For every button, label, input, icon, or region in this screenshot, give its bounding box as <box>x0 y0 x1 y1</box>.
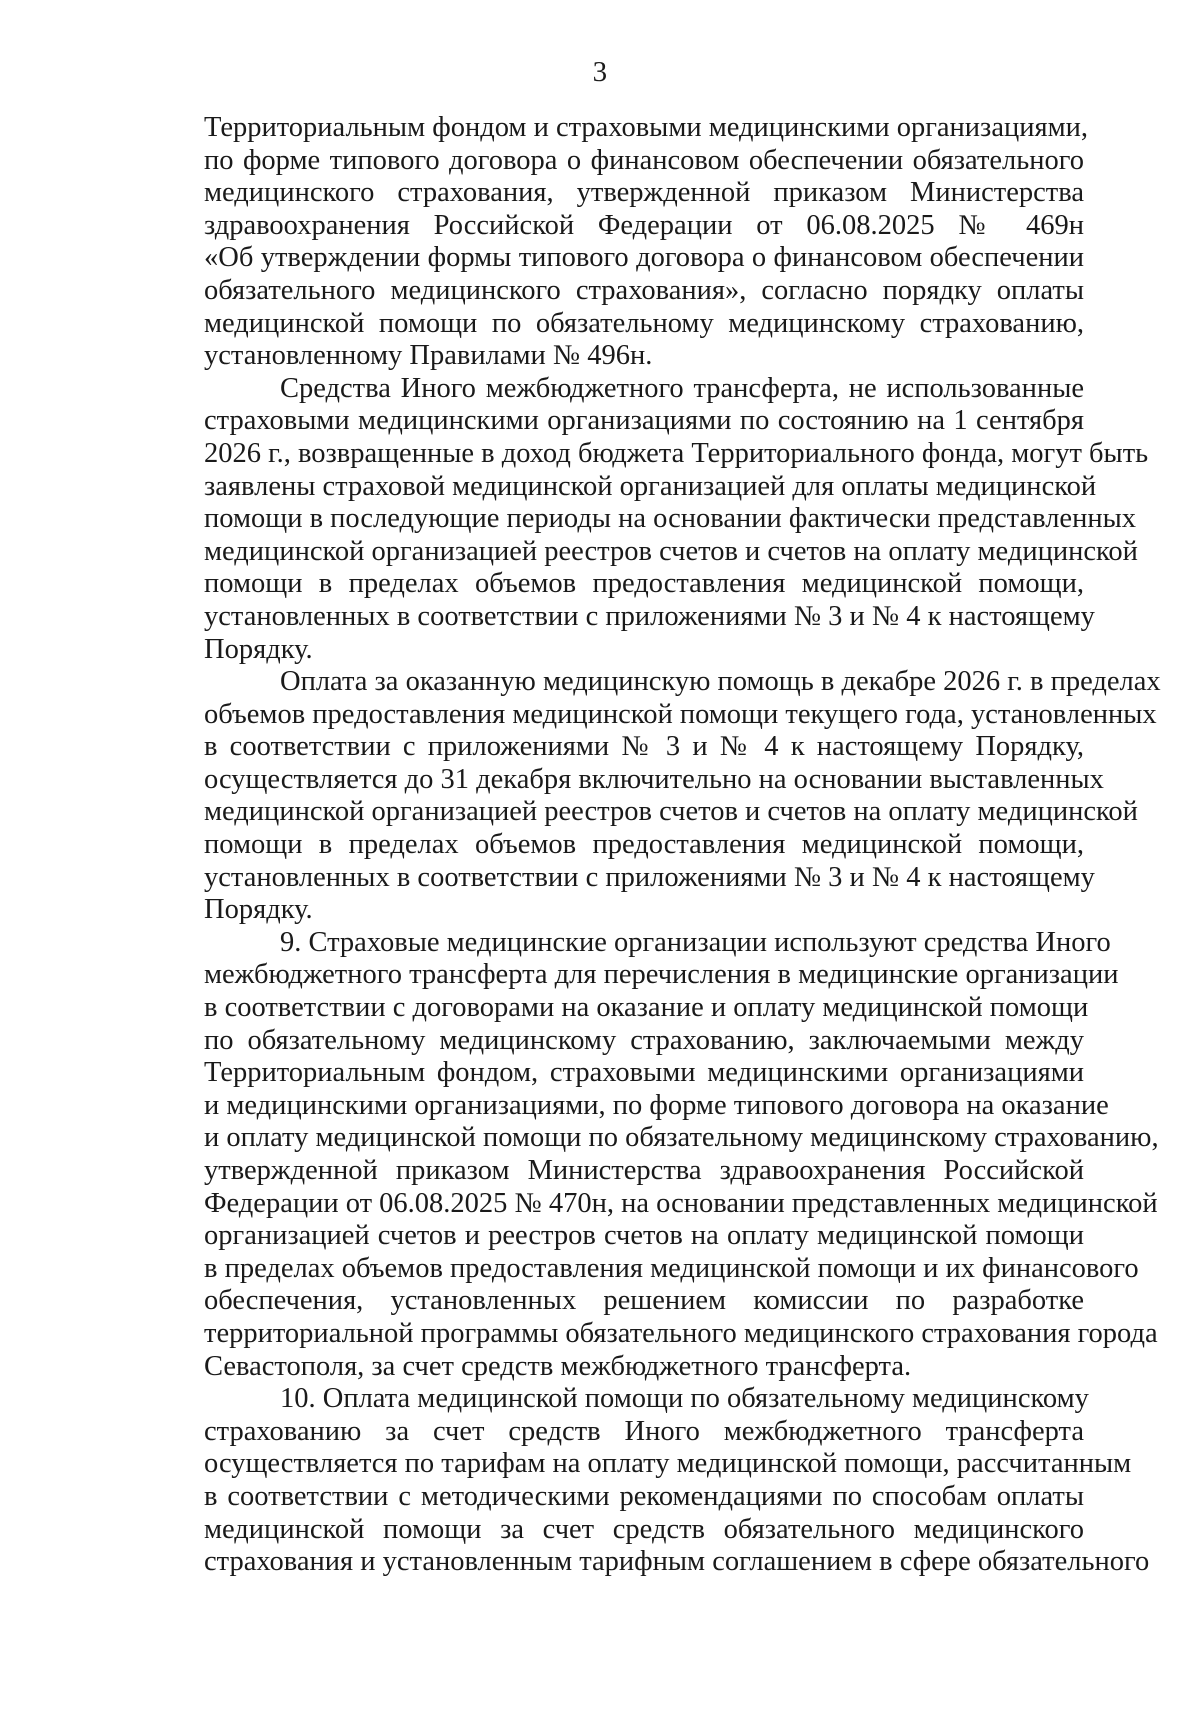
document-body <box>204 112 1161 1579</box>
text-line: установленных в соответствии с приложениями № 3 и № 4 к настоящему <box>204 861 1095 893</box>
text-line: Севастополя, за счет средств межбюджетного трансферта. <box>204 1350 912 1382</box>
text-line: территориальной программы обязательного медицинского страхования города <box>204 1317 1158 1349</box>
text-line: помощи в пределах объемов предоставления медицинской помощи, <box>204 829 1084 861</box>
text-line: помощи в пределах объемов предоставления медицинской помощи, <box>204 568 1084 600</box>
paragraph-p5 <box>204 1383 1150 1579</box>
text-line: «Об утверждении формы типового договора о финансовом обеспечении <box>204 242 1084 274</box>
text-line: по обязательному медицинскому страхованию, заключаемыми между <box>204 1024 1084 1056</box>
paragraph-p3 <box>204 666 1161 927</box>
text-line: страхования и установленным тарифным соглашением в сфере обязательного <box>204 1546 1150 1578</box>
text-line: Порядку. <box>204 894 313 926</box>
text-line: медицинского страхования, утвержденной приказом Министерства <box>204 177 1084 209</box>
page-number: 3 <box>592 56 608 88</box>
text-line: 2026 г., возвращенные в доход бюджета Территориального фонда, могут быть <box>204 437 1149 469</box>
text-line: объемов предоставления медицинской помощи текущего года, установленных <box>204 698 1157 730</box>
text-line: Территориальным фондом, страховыми медицинскими организациями <box>204 1057 1084 1089</box>
text-line: Порядку. <box>204 633 313 665</box>
text-line: межбюджетного трансферта для перечисления в медицинские организации <box>204 959 1119 991</box>
text-line: здравоохранения Российской Федерации от 06.08.2025 № 469н <box>204 209 1084 241</box>
text-line: в соответствии с приложениями № 3 и № 4 к настоящему Порядку, <box>204 731 1084 763</box>
text-line: 9. Страховые медицинские организации используют средства Иного <box>280 926 1111 958</box>
text-line: Федерации от 06.08.2025 № 470н, на основании представленных медицинской <box>204 1187 1158 1219</box>
text-line: и оплату медицинской помощи по обязательному медицинскому страхованию, <box>204 1122 1159 1154</box>
text-line: страхованию за счет средств Иного межбюджетного трансферта <box>204 1415 1084 1447</box>
text-line: по форме типового договора о финансовом обеспечении обязательного <box>204 144 1084 176</box>
text-line: медицинской организацией реестров счетов и счетов на оплату медицинской <box>204 796 1138 828</box>
text-line: медицинской организацией реестров счетов и счетов на оплату медицинской <box>204 535 1138 567</box>
text-line: в соответствии с договорами на оказание и оплату медицинской помощи <box>204 992 1089 1024</box>
paragraph-p4 <box>204 926 1159 1383</box>
text-line: в пределах объемов предоставления медицинской помощи и их финансового <box>204 1252 1139 1284</box>
text-line: обеспечения, установленных решением комиссии по разработке <box>204 1285 1084 1317</box>
text-line: Средства Иного межбюджетного трансферта, не использованные <box>280 372 1084 404</box>
text-line: заявлены страховой медицинской организацией для оплаты медицинской <box>204 470 1097 502</box>
text-line: установленных в соответствии с приложениями № 3 и № 4 к настоящему <box>204 600 1095 632</box>
text-line: осуществляется по тарифам на оплату медицинской помощи, рассчитанным <box>204 1448 1132 1480</box>
text-line: установленному Правилами № 496н. <box>204 340 653 372</box>
text-line: 10. Оплата медицинской помощи по обязательному медицинскому <box>280 1383 1089 1415</box>
text-line: осуществляется до 31 декабря включительно на основании выставленных <box>204 763 1104 795</box>
text-line: утвержденной приказом Министерства здравоохранения Российской <box>204 1155 1084 1186</box>
text-line: обязательного медицинского страхования», согласно порядку оплаты <box>204 274 1084 306</box>
text-line: медицинской помощи за счет средств обязательного медицинского <box>204 1513 1084 1545</box>
paragraph-p2 <box>204 372 1149 666</box>
text-line: организацией счетов и реестров счетов на оплату медицинской помощи <box>204 1220 1084 1252</box>
text-line: Оплата за оказанную медицинскую помощь в декабре 2026 г. в пределах <box>280 666 1161 698</box>
text-line: медицинской помощи по обязательному медицинскому страхованию, <box>204 307 1084 339</box>
text-line: и медицинскими организациями, по форме типового договора на оказание <box>204 1089 1109 1121</box>
text-line: в соответствии с методическими рекомендациями по способам оплаты <box>204 1480 1084 1512</box>
text-line: Территориальным фондом и страховыми медицинскими организациями, <box>204 112 1088 143</box>
paragraph-p1 <box>204 112 1088 373</box>
text-line: страховыми медицинскими организациями по состоянию на 1 сентября <box>204 405 1084 437</box>
text-line: помощи в последующие периоды на основании фактически представленных <box>204 503 1136 535</box>
